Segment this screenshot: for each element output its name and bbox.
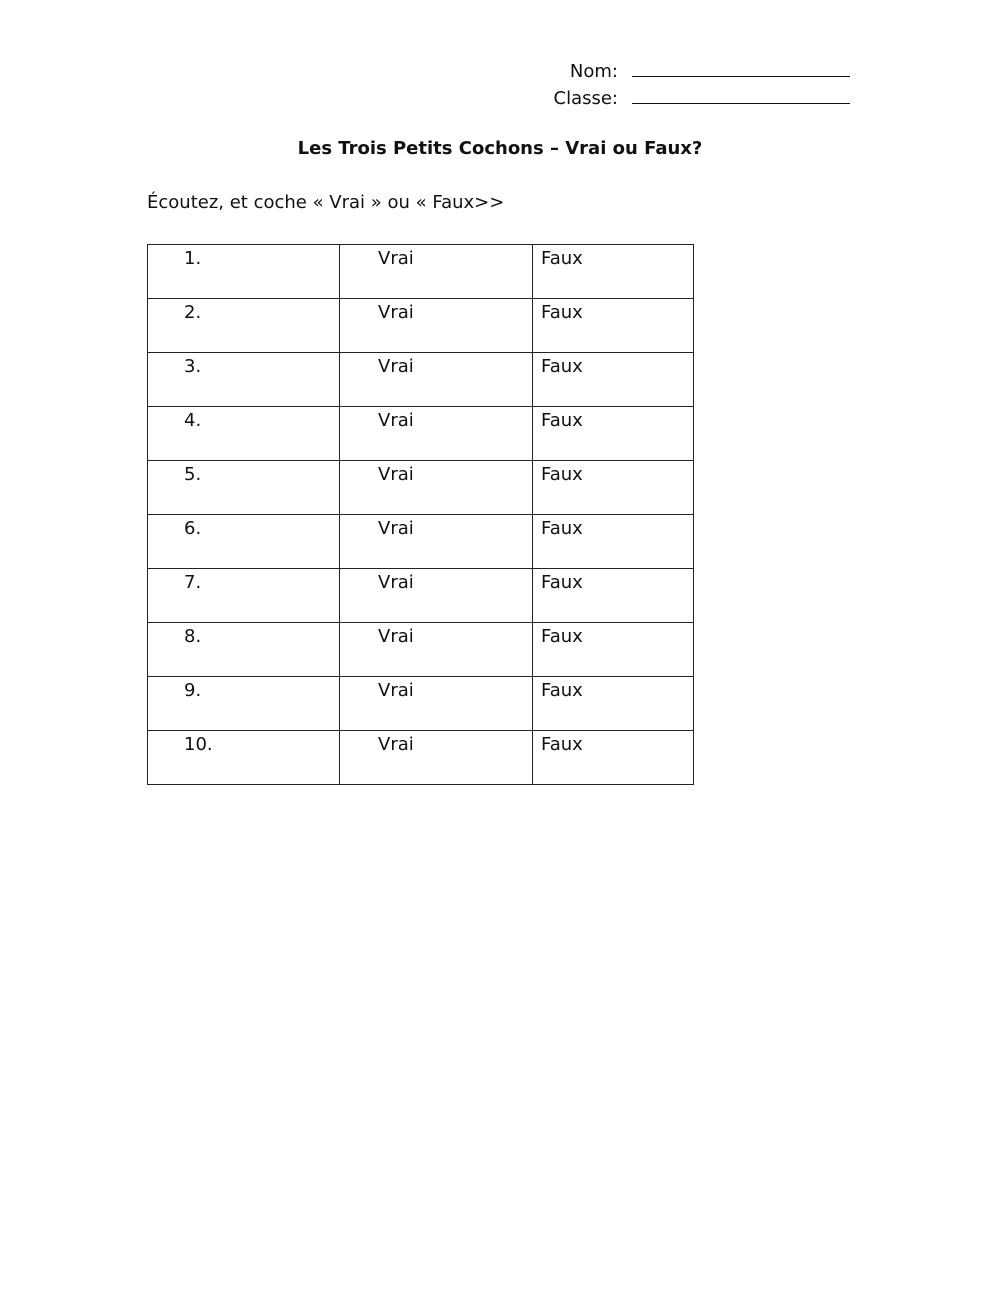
table-row [148,569,694,623]
question-number: 3. [148,353,340,407]
vrai-option[interactable]: Vrai [340,407,533,461]
instructions: Écoutez, et coche « Vrai » ou « Faux>> [147,192,505,213]
table-row [148,353,694,407]
table-row [148,731,694,785]
worksheet-title: Les Trois Petits Cochons – Vrai ou Faux? [297,138,703,159]
table-row [148,245,694,299]
vrai-option[interactable]: Vrai [340,569,533,623]
name-blank-line[interactable] [632,58,850,77]
vrai-option[interactable]: Vrai [340,461,533,515]
header-fields [554,58,851,112]
vrai-option[interactable]: Vrai [340,731,533,785]
class-field-row [554,85,851,112]
faux-option[interactable]: Faux [533,407,694,461]
question-number: 6. [148,515,340,569]
name-label: Nom: [569,61,618,82]
class-blank-line[interactable] [632,85,850,104]
class-label: Classe: [553,88,618,109]
faux-option[interactable]: Faux [533,515,694,569]
question-number: 9. [148,677,340,731]
question-number: 10. [148,731,340,785]
table-row [148,623,694,677]
question-number: 4. [148,407,340,461]
faux-option[interactable]: Faux [533,245,694,299]
faux-option[interactable]: Faux [533,623,694,677]
faux-option[interactable]: Faux [533,677,694,731]
table-row [148,677,694,731]
question-number: 5. [148,461,340,515]
vrai-option[interactable]: Vrai [340,245,533,299]
question-number: 2. [148,299,340,353]
vrai-option[interactable]: Vrai [340,623,533,677]
vrai-option[interactable]: Vrai [340,353,533,407]
vrai-option[interactable]: Vrai [340,299,533,353]
vrai-option[interactable]: Vrai [340,515,533,569]
name-field-row [554,58,851,85]
question-number: 8. [148,623,340,677]
faux-option[interactable]: Faux [533,569,694,623]
table-row [148,461,694,515]
table-row [148,407,694,461]
table-row [148,299,694,353]
faux-option[interactable]: Faux [533,461,694,515]
table-row [148,515,694,569]
faux-option[interactable]: Faux [533,353,694,407]
vrai-option[interactable]: Vrai [340,677,533,731]
question-number: 7. [148,569,340,623]
faux-option[interactable]: Faux [533,731,694,785]
faux-option[interactable]: Faux [533,299,694,353]
question-number: 1. [148,245,340,299]
answer-table [147,244,694,785]
